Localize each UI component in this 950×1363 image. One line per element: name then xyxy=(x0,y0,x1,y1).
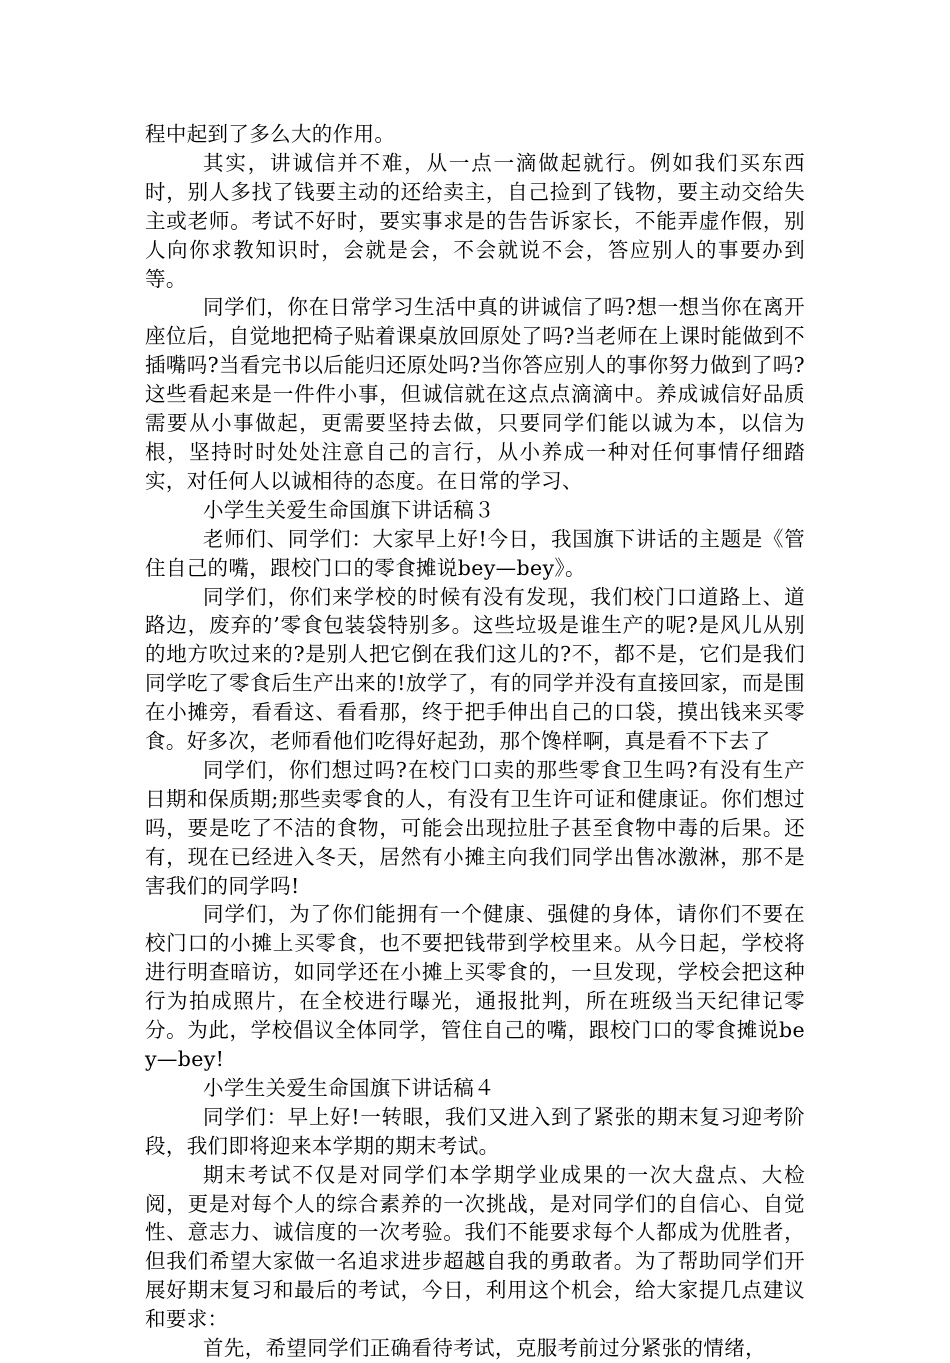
paragraph-speech-4-greeting: 同学们：早上好!一转眼，我们又进入到了紧张的期末复习迎考阶段，我们即将迎来本学期的期末考试。 xyxy=(145,1104,805,1158)
paragraph-snack-policy: 同学们，为了你们能拥有一个健康、强健的身体，请你们不要在校门口的小摊上买零食，也不要把钱带到学校里来。从今日起，学校将进行明查暗访，如同学还在小摊上买零食的，一旦发现，学校会把这种行为拍成照片，在全校进行曝光，通报批判，所在班级当天纪律记零分。为此，学校倡议全体同学，管住自己的嘴，跟校门口的零食摊说bey—bey! xyxy=(145,902,805,1071)
paragraph-exam-advice-first: 首先，希望同学们正确看待考试，克服考前过分紧张的情绪， xyxy=(203,1336,766,1361)
paragraph-continuation: 程中起到了多么大的作用。 xyxy=(145,122,396,146)
paragraph-snack-litter: 同学们，你们来学校的时候有没有发现，我们校门口道路上、道路边，废弃的’零食包装袋特别多。这些垃圾是谁生产的呢?是风儿从别的地方吹过来的?是别人把它倒在我们这儿的?不，都不是，它们是我们同学吃了零食后生产出来的!放学了，有的同学并没有直接回家，而是围在小摊旁，看看这、看看那，终于把手伸出自己的口袋，摸出钱来买零食。好多次，老师看他们吃得好起劲，那个馋样啊，真是看不下去了 xyxy=(145,584,805,754)
paragraph-speech-3-greeting: 老师们、同学们：大家早上好!今日，我国旗下讲话的主题是《管住自己的嘴，跟校门口的零食摊说bey—bey》。 xyxy=(145,526,805,580)
paragraph-snack-hygiene: 同学们，你们想过吗?在校门口卖的那些零食卫生吗?有没有生产日期和保质期;那些卖零食的人，有没有卫生许可证和健康证。你们想过吗，要是吃了不洁的食物，可能会出现拉肚子甚至食物中毒的后果。还有，现在已经进入冬天，居然有小摊主向我们同学出售冰激淋，那不是害我们的同学吗! xyxy=(145,757,805,898)
section-heading-speech-3: 小学生关爱生命国旗下讲话稿３ xyxy=(203,497,495,522)
paragraph-exam-purpose: 期末考试不仅是对同学们本学期学业成果的一次大盘点、大检阅，更是对每个人的综合素养的一次挑战，是对同学们的自信心、自觉性、意志力、诚信度的一次考验。我们不能要求每个人都成为优胜者，但我们希望大家做一名追求进步超越自我的勇敢者。为了帮助同学们开展好期末复习和最后的考试，今日，利用这个机会，给大家提几点建议和要求： xyxy=(145,1162,805,1332)
section-heading-speech-4: 小学生关爱生命国旗下讲话稿４ xyxy=(203,1075,495,1100)
paragraph-honesty-examples: 其实，讲诚信并不难，从一点一滴做起就行。例如我们买东西时，别人多找了钱要主动的还给卖主，自己捡到了钱物，要主动交给失主或老师。考试不好时，要实事求是的告告诉家长，不能弄虚作假，别人向你求教知识时，会就是会，不会就说不会，答应别人的事要办到等。 xyxy=(145,150,805,291)
document-body xyxy=(145,120,805,1363)
paragraph-honesty-questions: 同学们，你在日常学习生活中真的讲诚信了吗?想一想当你在离开座位后，自觉地把椅子贴着课桌放回原处了吗?当老师在上课时能做到不插嘴吗?当看完书以后能归还原处吗?当你答应别人的事你努力做到了吗?这些看起来是一件件小事，但诚信就在这点点滴滴中。养成诚信好品质需要从小事做起，更需要坚持去做，只要同学们能以诚为本，以信为根，坚持时时处处注意自己的言行，从小养成一种对任何事情仔细踏实，对任何人以诚相待的态度。在日常的学习、 xyxy=(145,295,805,493)
